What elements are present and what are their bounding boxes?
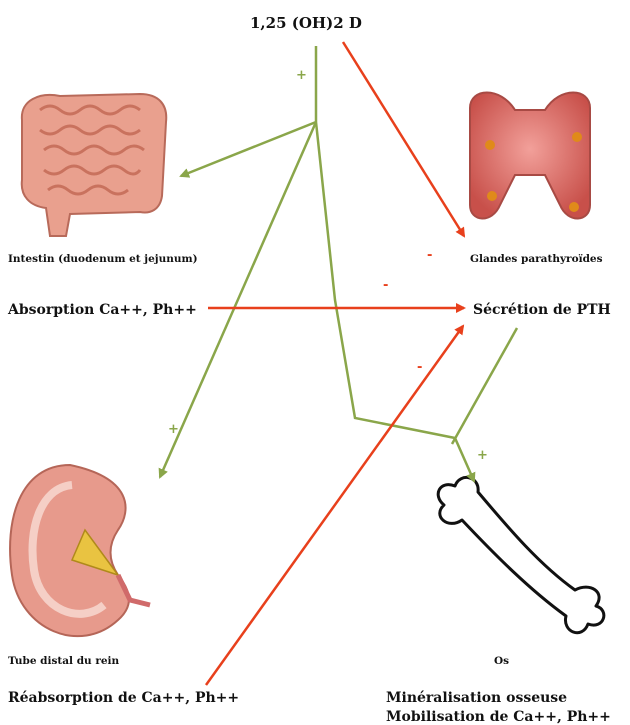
bone-icon [438,477,604,632]
label-os: Os [494,655,510,667]
title-vitamin-d: 1,25 (OH)2 D [250,14,362,32]
sign-plus-bone: + [477,448,488,463]
intestine-icon [22,94,167,236]
sign-plus-kidney: + [168,422,179,437]
label-reabsorption: Réabsorption de Ca++, Ph++ [8,690,240,706]
sign-minus-vitd: - [427,248,433,263]
sign-plus-top: + [296,68,307,83]
parathyroid-icon [470,93,590,219]
kidney-icon [10,465,150,636]
stimulation-arrows [160,46,517,481]
label-intestin: Intestin (duodenum et jejunum) [8,253,198,265]
label-absorption: Absorption Ca++, Ph++ [8,302,197,318]
label-mobilisation: Mobilisation de Ca++, Ph++ [386,709,611,725]
inhibition-arrows [206,42,464,685]
label-secretion: Sécrétion de PTH [473,302,611,318]
sign-minus-reabsorption: - [417,360,423,375]
label-tube: Tube distal du rein [8,655,120,667]
label-glandes: Glandes parathyroïdes [470,253,603,265]
sign-minus-absorption: - [383,278,389,293]
label-mineralisation: Minéralisation osseuse [386,690,568,706]
